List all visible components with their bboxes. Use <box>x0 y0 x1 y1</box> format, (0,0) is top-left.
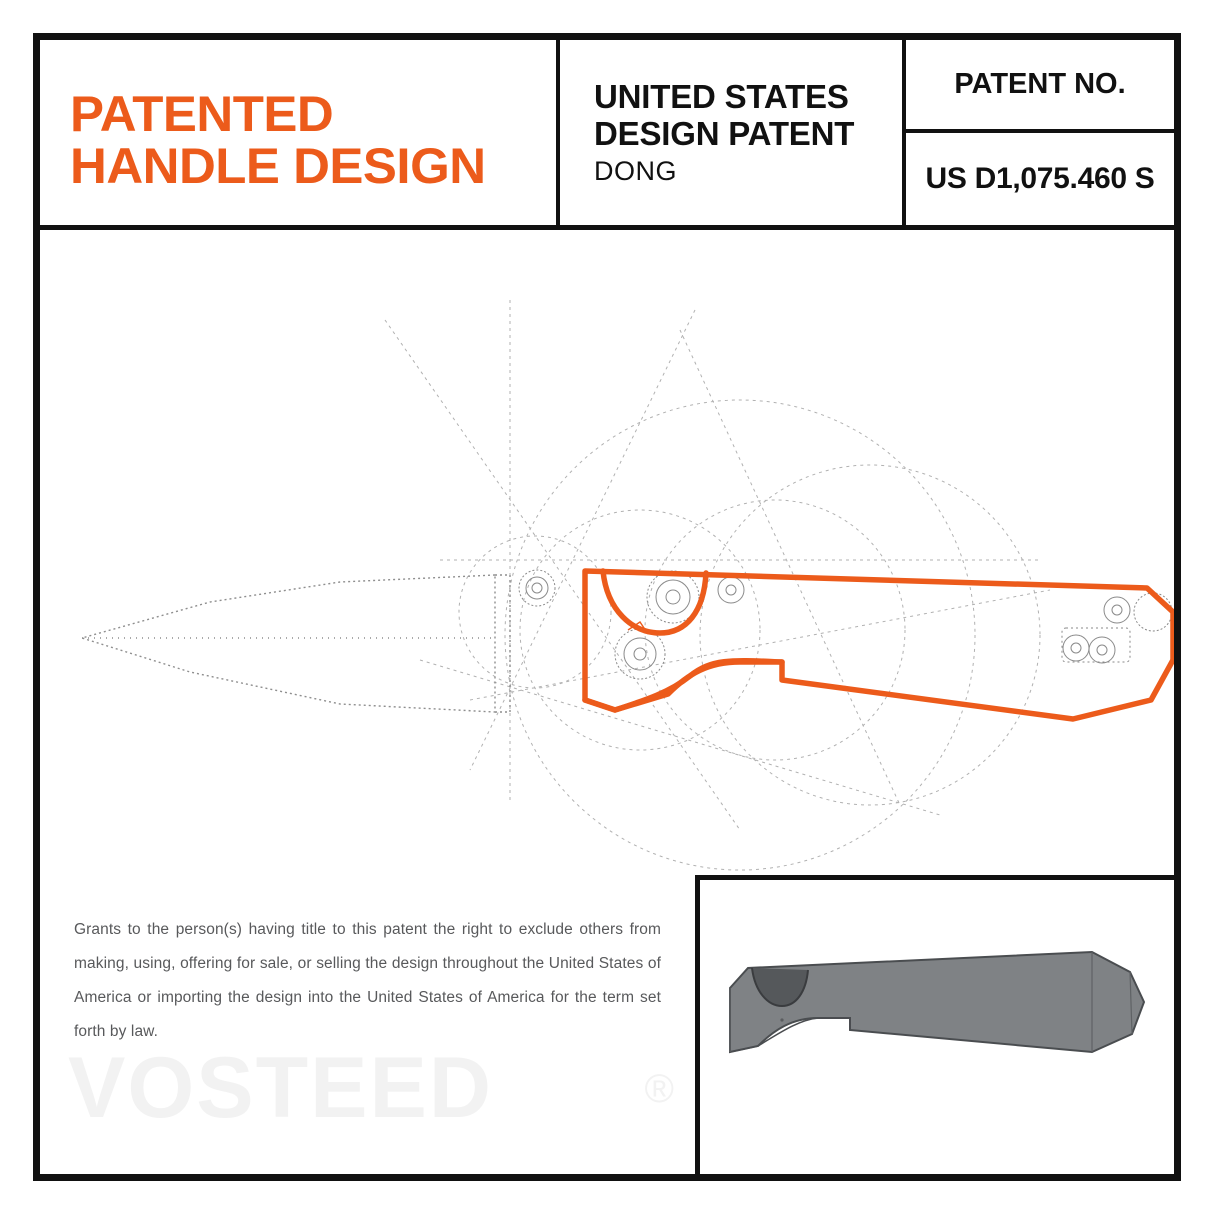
card-footer <box>40 875 1174 1174</box>
page-title-line2: HANDLE DESIGN <box>70 138 486 194</box>
header-authority-block <box>560 40 906 225</box>
construction-geometry <box>385 300 1050 870</box>
brand-watermark-text: VOSTEED <box>68 1040 493 1136</box>
brand-watermark <box>68 1040 674 1136</box>
card-header <box>40 40 1174 230</box>
patent-drawing <box>40 230 1174 875</box>
authority-line2: DESIGN PATENT <box>594 115 855 152</box>
handle-thumbnail-cell <box>695 875 1174 1174</box>
header-title-block <box>40 40 560 225</box>
registered-trademark-icon: ® <box>644 1067 674 1111</box>
handle-thumbnail-svg <box>700 880 1170 1180</box>
handle-highlight <box>585 571 1173 719</box>
page-title-line1: PATENTED <box>70 86 334 142</box>
patent-drawing-svg <box>40 230 1174 875</box>
legal-text-block <box>40 875 695 1174</box>
blade-outline <box>82 575 510 712</box>
authority-line1: UNITED STATES <box>594 78 849 115</box>
patent-number-label: PATENT NO. <box>906 40 1174 133</box>
patent-number-value: US D1,075.460 S <box>925 161 1155 195</box>
legal-text: Grants to the person(s) having title to this patent the right to exclude others from making, using, offering for sale, or selling the design throughout the United States of America or importing the design into the United States of America for the term set forth by law. <box>74 921 661 1040</box>
header-patent-number-block <box>906 40 1174 225</box>
card-frame <box>33 33 1181 1181</box>
inventor-name: DONG <box>594 156 677 186</box>
handle-body <box>730 952 1144 1052</box>
